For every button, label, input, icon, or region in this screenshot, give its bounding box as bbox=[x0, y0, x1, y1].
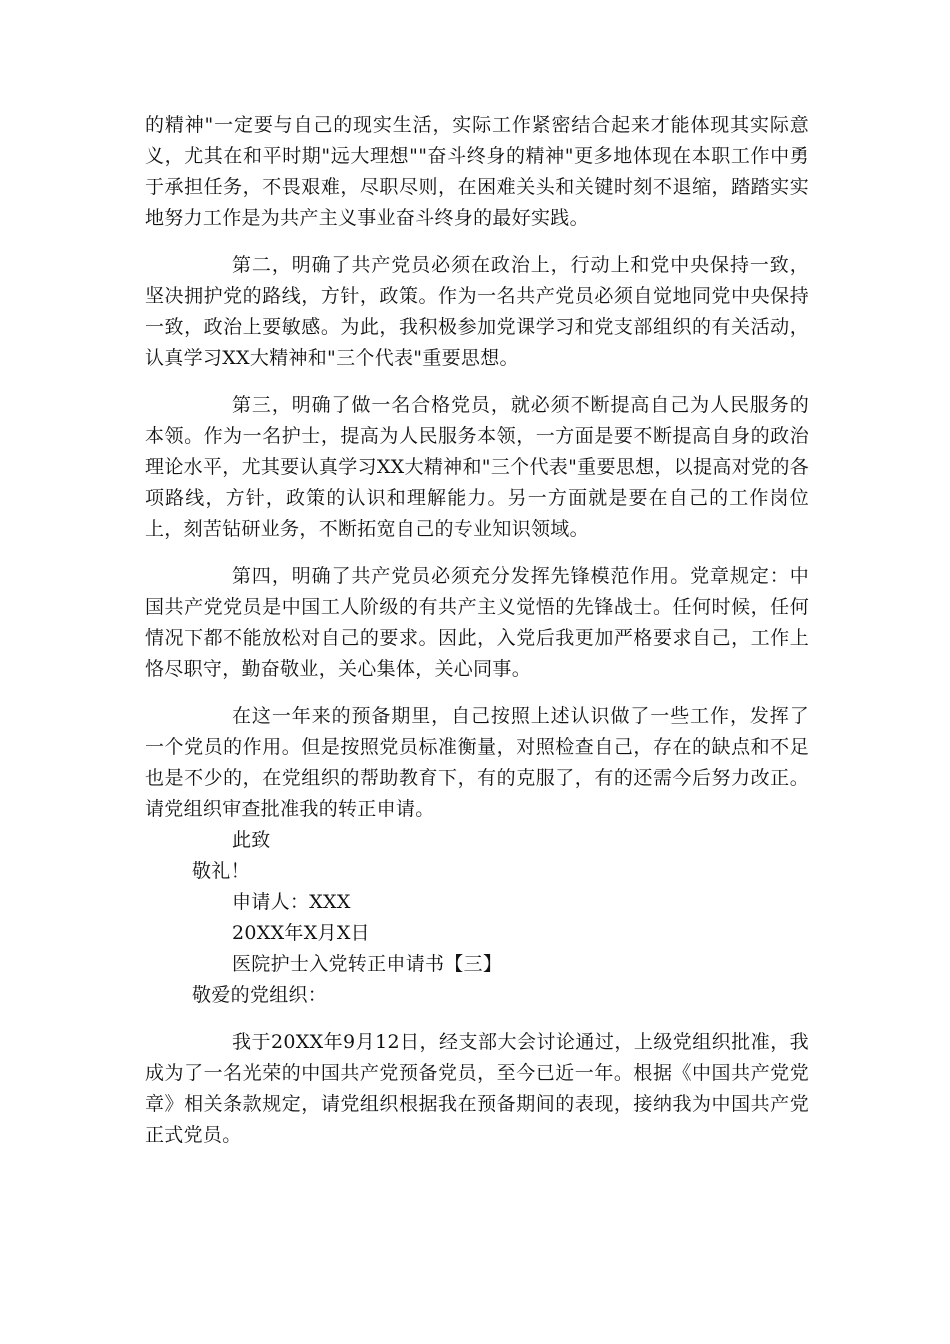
date-line: 20XX年X月X日 bbox=[232, 922, 370, 944]
paragraph-continuation: 的精神"一定要与自己的现实生活，实际工作紧密结合起来才能体现其实际意义，尤其在和平时期"远大理想""奋斗终身的精神"更多地体现在本职工作中勇于承担任务，不畏艰难，尽职尽则，在困难关头和关键时刻不退缩，踏踏实实地努力工作是为共产主义事业奋斗终身的最好实践。 bbox=[145, 114, 809, 229]
section-title: 医院护士入党转正申请书【三】 bbox=[232, 953, 503, 975]
paragraph-opening: 我于20XX年9月12日，经支部大会讨论通过，上级党组织批准，我成为了一名光荣的中国共产党预备党员，至今已近一年。根据《中国共产党党章》相关条款规定，请党组织根据我在预备期间的表现，接纳我为中国共产党正式党员。 bbox=[145, 1031, 809, 1146]
paragraph-third: 第三，明确了做一名合格党员，就必须不断提高自己为人民服务的本领。作为一名护士，提高为人民服务本领，一方面是要不断提高自身的政治理论水平，尤其要认真学习XX大精神和"三个代表"重要思想，以提高对党的各项路线，方针，政策的认识和理解能力。另一方面就是要在自己的工作岗位上，刻苦钻研业务，不断拓宽自己的专业知识领域。 bbox=[145, 394, 809, 540]
closing-line: 此致 bbox=[232, 829, 271, 851]
greeting-line: 敬爱的党组织： bbox=[192, 984, 328, 1006]
salute-line: 敬礼！ bbox=[192, 860, 250, 882]
paragraph-second: 第二，明确了共产党员必须在政治上，行动上和党中央保持一致，坚决拥护党的路线，方针，政策。作为一名共产党员必须自觉地同党中央保持一致，政治上要敏感。为此，我积极参加党课学习和党支部组织的有关活动，认真学习XX大精神和"三个代表"重要思想。 bbox=[145, 254, 809, 369]
paragraph-fourth: 第四，明确了共产党员必须充分发挥先锋模范作用。党章规定：中国共产党党员是中国工人阶级的有共产主义觉悟的先锋战士。任何时候，任何情况下都不能放松对自己的要求。因此，入党后我更加严格要求自己，工作上恪尽职守，勤奋敬业，关心集体，关心同事。 bbox=[145, 565, 809, 680]
paragraph-summary: 在这一年来的预备期里，自己按照上述认识做了一些工作，发挥了一个党员的作用。但是按照党员标准衡量，对照检查自己，存在的缺点和不足也是不少的，在党组织的帮助教育下，有的克服了，有的还需今后努力改正。请党组织审查批准我的转正申请。 bbox=[145, 705, 809, 820]
applicant-line: 申请人：XXX bbox=[232, 891, 351, 913]
document-body bbox=[145, 110, 809, 1151]
